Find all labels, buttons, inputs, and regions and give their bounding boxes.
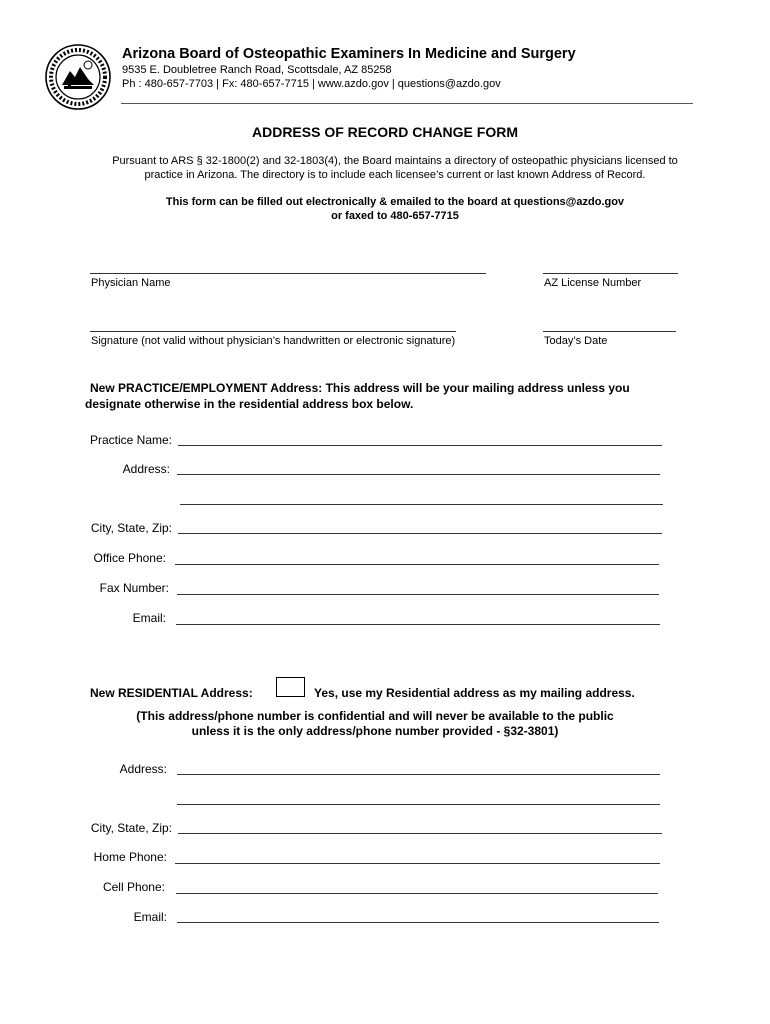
- cell-phone-field[interactable]: [176, 893, 658, 894]
- practice-email-label: Email:: [132, 611, 166, 625]
- cell-phone-label: Cell Phone:: [102, 880, 165, 894]
- license-number-label: AZ License Number: [544, 277, 642, 289]
- residential-address-label: Address:: [119, 762, 167, 776]
- signature-label: Signature (not valid without physician’s handwritten or electronic signature): [91, 335, 456, 347]
- use-residential-mailing-checkbox[interactable]: [276, 677, 305, 697]
- residential-address-line2-field[interactable]: [177, 804, 660, 805]
- instruction-line-2: or faxed to 480-657-7715: [331, 210, 459, 222]
- practice-email-field[interactable]: [176, 624, 660, 625]
- residential-address-field[interactable]: [177, 774, 660, 775]
- license-number-field[interactable]: [543, 273, 678, 274]
- practice-address-label: Address:: [122, 462, 170, 476]
- residential-email-label: Email:: [133, 910, 167, 924]
- physician-name-field[interactable]: [90, 273, 486, 274]
- practice-name-label: Practice Name:: [89, 433, 172, 447]
- residential-email-field[interactable]: [177, 922, 659, 923]
- fax-number-label: Fax Number:: [99, 581, 169, 595]
- physician-name-label: Physician Name: [91, 277, 171, 289]
- intro-line-1: Pursuant to ARS § 32-1800(2) and 32-1803(4), the Board maintains a directory of osteopathic physicians licensed to: [112, 155, 678, 167]
- organization-contact: Ph : 480-657-7703 | Fx: 480-657-7715 | www.azdo.gov | questions@azdo.gov: [122, 78, 501, 90]
- signature-field[interactable]: [90, 331, 456, 332]
- office-phone-label: Office Phone:: [93, 551, 166, 565]
- practice-heading-line-2: designate otherwise in the residential address box below.: [85, 397, 414, 411]
- organization-name: Arizona Board of Osteopathic Examiners In Medicine and Surgery: [122, 46, 576, 62]
- arizona-state-seal-icon: [44, 43, 112, 111]
- date-field[interactable]: [543, 331, 676, 332]
- residential-note-line-1: (This address/phone number is confidential and will never be available to the public: [136, 709, 614, 723]
- office-phone-field[interactable]: [175, 564, 659, 565]
- residential-city-state-zip-label: City, State, Zip:: [90, 821, 172, 835]
- practice-name-field[interactable]: [178, 445, 662, 446]
- use-residential-mailing-label: Yes, use my Residential address as my mailing address.: [314, 686, 635, 700]
- home-phone-field[interactable]: [175, 863, 660, 864]
- practice-address-line2-field[interactable]: [180, 504, 663, 505]
- organization-address: 9535 E. Doubletree Ranch Road, Scottsdale, AZ 85258: [122, 64, 392, 76]
- intro-line-2: practice in Arizona. The directory is to include each licensee’s current or last known Address of Record.: [144, 169, 646, 181]
- date-label: Today’s Date: [544, 335, 608, 347]
- residential-note-line-2: unless it is the only address/phone number provided - §32-3801): [191, 724, 559, 738]
- fax-number-field[interactable]: [177, 594, 659, 595]
- practice-heading-line-1: New PRACTICE/EMPLOYMENT Address: This address will be your mailing address unless you: [90, 381, 630, 395]
- practice-city-state-zip-label: City, State, Zip:: [90, 521, 172, 535]
- practice-address-field[interactable]: [177, 474, 660, 475]
- home-phone-label: Home Phone:: [93, 850, 167, 864]
- instruction-line-1: This form can be filled out electronically & emailed to the board at questions@azdo.gov: [165, 196, 625, 208]
- residential-heading: New RESIDENTIAL Address:: [90, 686, 253, 700]
- header-divider: [121, 103, 693, 104]
- practice-city-state-zip-field[interactable]: [178, 533, 662, 534]
- form-title: ADDRESS OF RECORD CHANGE FORM: [251, 124, 518, 140]
- residential-city-state-zip-field[interactable]: [178, 833, 662, 834]
